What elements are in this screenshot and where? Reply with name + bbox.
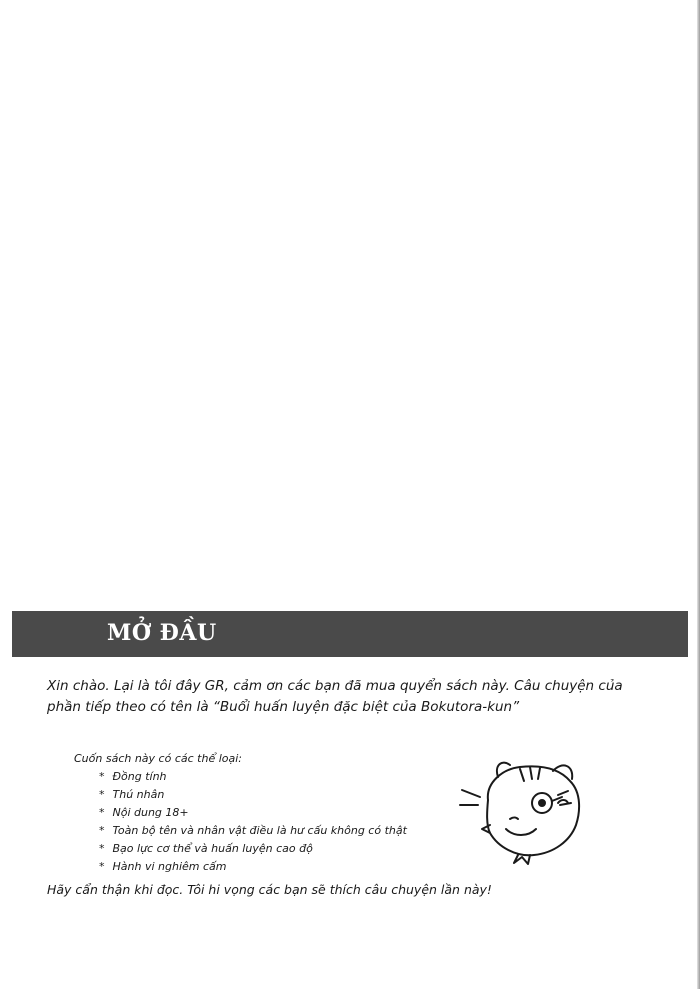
section-header-bar <box>12 611 688 657</box>
bullet-star: * <box>99 806 105 819</box>
intro-paragraph <box>47 676 647 718</box>
closing-text: Hãy cẩn thận khi đọc. Tôi hi vọng các bạn sẽ thích câu chuyện lần này! <box>47 882 492 897</box>
list-item-text: Nội dung 18+ <box>112 806 189 819</box>
list-item-text: Bạo lực cơ thể và huấn luyện cao độ <box>112 842 313 855</box>
list-item-text: Hành vi nghiêm cấm <box>112 860 227 873</box>
bullet-star: * <box>99 788 105 801</box>
list-item <box>99 786 454 804</box>
tiger-mascot-icon <box>458 755 598 865</box>
list-item <box>99 804 454 822</box>
content-warning-list <box>74 768 454 876</box>
bullet-star: * <box>99 842 105 855</box>
list-item <box>99 858 454 876</box>
list-item <box>99 768 454 786</box>
list-item-text: Đồng tính <box>112 770 167 783</box>
content-warning <box>74 750 454 876</box>
list-item-text: Toàn bộ tên và nhân vật điều là hư cấu không có thật <box>112 824 407 837</box>
section-title: MỞ ĐẦU <box>107 620 217 646</box>
intro-line-2: phần tiếp theo có tên là “Buổi huấn luyện đặc biệt của Bokutora-kun” <box>47 699 520 715</box>
list-item <box>99 822 454 840</box>
bullet-star: * <box>99 824 105 837</box>
content-warning-lead: Cuốn sách này có các thể loại: <box>74 752 243 765</box>
list-item-text: Thú nhân <box>112 788 165 801</box>
closing-paragraph <box>47 880 647 900</box>
bullet-star: * <box>99 860 105 873</box>
bullet-star: * <box>99 770 105 783</box>
intro-line-1: Xin chào. Lại là tôi đây GR, cảm ơn các bạn đã mua quyển sách này. Câu chuyện của <box>47 678 623 694</box>
list-item <box>99 840 454 858</box>
